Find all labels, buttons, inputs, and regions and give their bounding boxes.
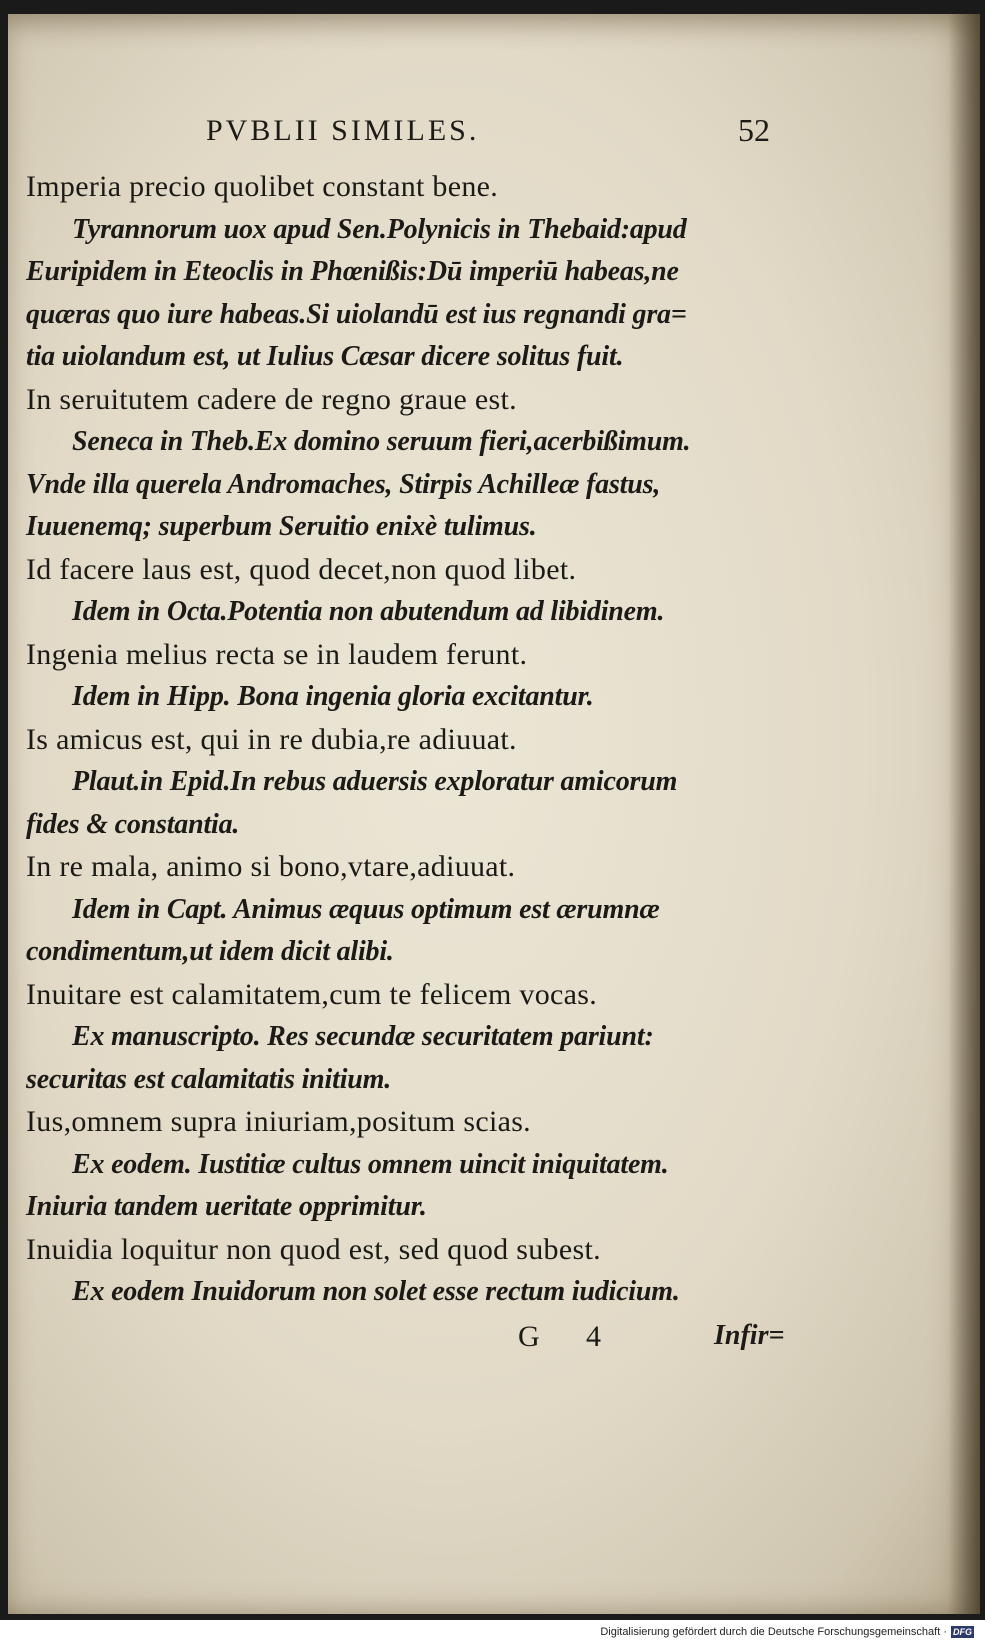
running-title: PVBLII SIMILES. <box>206 114 480 147</box>
signature-line <box>8 1320 980 1360</box>
commentary-line: Plaut.in Epid.In rebus aduersis exploratur amicorum <box>72 766 678 797</box>
commentary-line: Idem in Capt. Animus æquus optimum est ærumnæ <box>72 893 660 925</box>
sentence-line: In re mala, animo si bono,vtare,adiuuat. <box>26 850 516 883</box>
text-block <box>26 166 816 1314</box>
digitization-credit <box>600 1626 974 1638</box>
sentence-line: Ingenia melius recta se in laudem ferunt. <box>26 637 528 671</box>
commentary-line: Ex manuscripto. Res secundæ securitatem pariunt: <box>72 1021 654 1052</box>
dfg-logo: DFG <box>953 1627 972 1637</box>
catchword: Infir= <box>714 1320 785 1351</box>
commentary-line: Idem in Octa.Potentia non abutendum ad libidinem. <box>72 596 665 627</box>
commentary-line: Ex eodem. Iustitiæ cultus omnem uincit iniquitatem. <box>72 1148 669 1180</box>
commentary-line: securitas est calamitatis initium. <box>26 1063 392 1095</box>
commentary-line: Iuuenemq; superbum Seruitio enixè tulimus. <box>26 511 537 542</box>
page-header <box>8 114 980 156</box>
commentary-line: Vnde illa querela Andromaches, Stirpis Achilleæ fastus, <box>26 468 661 500</box>
sentence-line: In seruitutem cadere de regno graue est. <box>26 382 517 416</box>
commentary-line: fides & constantia. <box>26 808 240 840</box>
book-page <box>8 14 980 1614</box>
sentence-line: Ius,omnem supra iniuriam,positum scias. <box>26 1105 531 1138</box>
sentence-line: Inuitare est calamitatem,cum te felicem vocas. <box>26 977 598 1011</box>
commentary-line: Iniuria tandem ueritate opprimitur. <box>26 1191 427 1222</box>
folio-number: 52 <box>738 112 770 148</box>
sentence-line: Is amicus est, qui in re dubia,re adiuuat. <box>26 722 517 756</box>
commentary-line: Ex eodem Inuidorum non solet esse rectum iudicium. <box>72 1276 680 1307</box>
signature-number: 4 <box>586 1320 601 1353</box>
page-gutter-shadow <box>948 14 980 1614</box>
commentary-line: Euripidem in Eteoclis in Phœnißis:Dū imperiū habeas,ne <box>26 256 679 287</box>
sentence-line: Id facere laus est, quod decet,non quod libet. <box>26 552 577 586</box>
commentary-line: Seneca in Theb.Ex domino seruum fieri,acerbißimum. <box>72 426 691 457</box>
sentence-line: Imperia precio quolibet constant bene. <box>26 170 499 203</box>
credit-text: Digitalisierung gefördert durch die Deutsche Forschungsgemeinschaft · <box>600 1626 947 1638</box>
commentary-line: tia uiolandum est, ut Iulius Cæsar dicere solitus fuit. <box>26 341 624 372</box>
commentary-line: condimentum,ut idem dicit alibi. <box>26 936 394 967</box>
commentary-line: quæras quo iure habeas.Si uiolandū est ius regnandi gra= <box>26 298 687 330</box>
sentence-line: Inuidia loquitur non quod est, sed quod subest. <box>26 1232 601 1266</box>
signature-mark: G <box>518 1320 540 1353</box>
commentary-line: Idem in Hipp. Bona ingenia gloria excitantur. <box>72 681 594 712</box>
commentary-line: Tyrannorum uox apud Sen.Polynicis in Thebaid:apud <box>72 213 687 245</box>
